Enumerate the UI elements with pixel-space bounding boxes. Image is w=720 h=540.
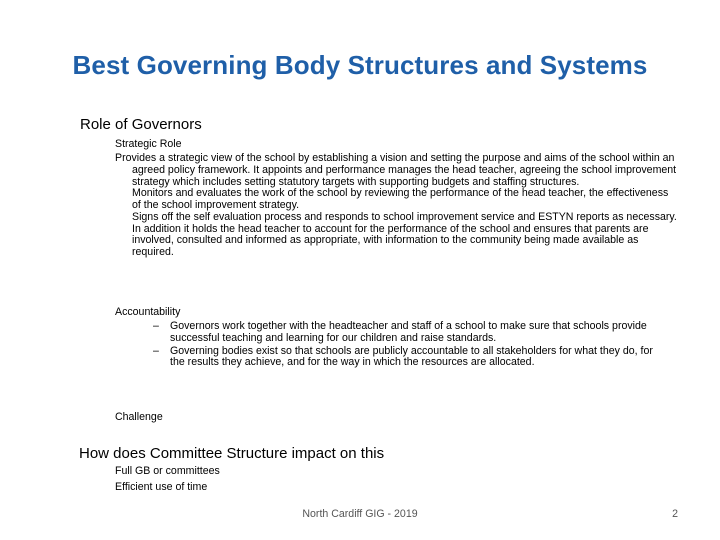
challenge-label: Challenge — [115, 411, 163, 423]
accountability-item-text: Governing bodies exist so that schools are publicly accountable to all stakeholders for what they do, for the results they achieve, and for the way in which the resources are allocated. — [170, 344, 653, 369]
list-item — [150, 346, 670, 370]
footer-text: North Cardiff GIG - 2019 — [302, 508, 418, 520]
committee-heading: How does Committee Structure impact on this — [79, 445, 385, 462]
accountability-list — [150, 321, 670, 370]
accountability-item-text: Governors work together with the headteacher and staff of a school to make sure that schools provide successful teaching and learning for our children and raise standards. — [170, 320, 647, 344]
dash-bullet: – — [153, 344, 159, 357]
strategic-role-label: Strategic Role — [115, 138, 182, 150]
strategic-role-text — [115, 153, 677, 259]
dash-bullet: – — [153, 320, 159, 332]
strategic-paragraph: Signs off the self evaluation process and responds to school improvement service and ESTYN reports as necessary. In addition it holds the head teacher to account for the performance of the school and ensures that parents are involved, consulted and informed as appropriate, with information to the community being made available as required. — [132, 210, 677, 258]
strategic-paragraph: Provides a strategic view of the school by establishing a vision and setting the purpose and aims of the school within an agreed policy framework. It appoints and performance manages the head teacher, agreeing the school improvement strategy which includes setting statutory targets with supporting budgets and staffing structures. — [115, 152, 677, 188]
slide-title: Best Governing Body Structures and Systems — [72, 50, 648, 80]
accountability-label: Accountability — [115, 306, 181, 318]
role-heading: Role of Governors — [80, 116, 202, 133]
list-item — [150, 321, 670, 345]
page-number: 2 — [672, 508, 678, 520]
committee-item: Efficient use of time — [115, 481, 208, 493]
committee-item: Full GB or committees — [115, 465, 220, 477]
strategic-paragraph: Monitors and evaluates the work of the school by reviewing the performance of the head teacher, the effectiveness of the school improvement strategy. — [132, 187, 669, 211]
